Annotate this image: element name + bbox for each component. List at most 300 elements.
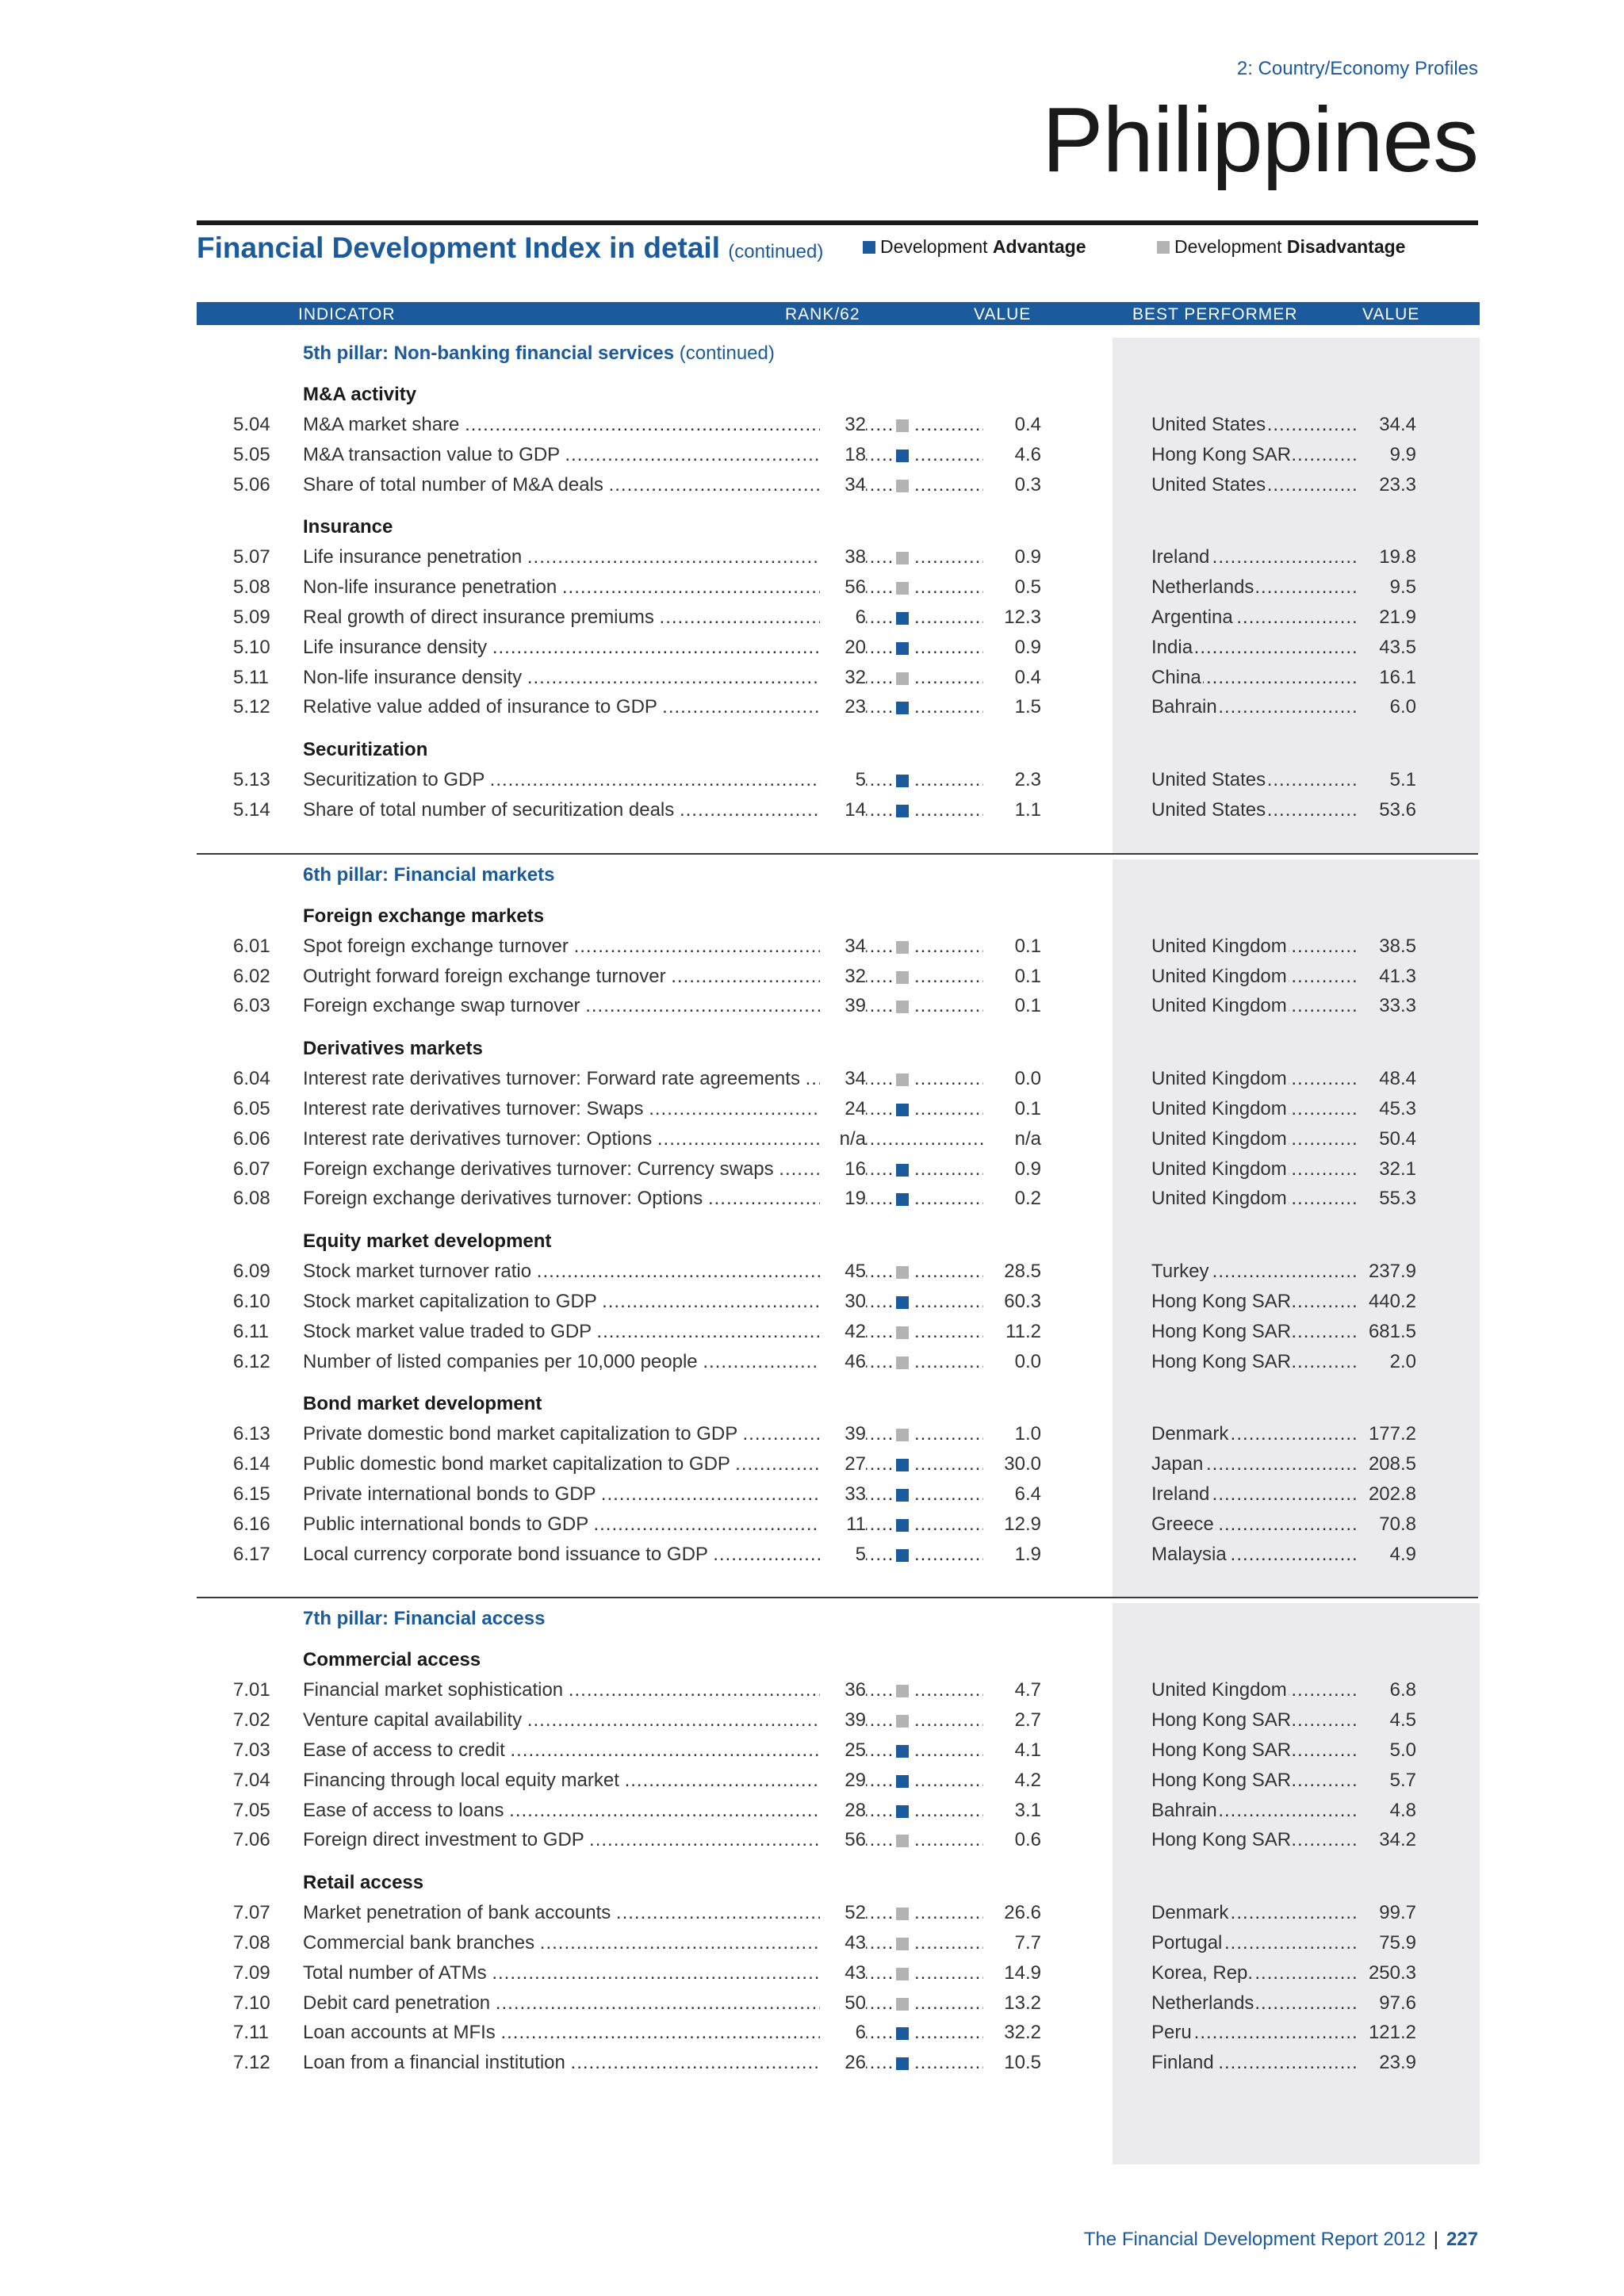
indicator-rank: 34: [820, 936, 866, 958]
table-header: [197, 302, 1480, 325]
leader-dots: [864, 1188, 894, 1210]
indicator-rank: 32: [820, 414, 866, 436]
indicator-rank: 38: [820, 546, 866, 568]
disadvantage-marker-icon: [896, 552, 909, 564]
best-performer-value: 681.5: [1358, 1321, 1416, 1343]
leader-dots: [864, 696, 894, 718]
indicator-value: 3.1: [983, 1800, 1041, 1822]
advantage-marker-icon: [896, 1805, 909, 1818]
disadvantage-marker-icon: [896, 1968, 909, 1980]
advantage-marker-icon: [896, 775, 909, 787]
indicator-code: 5.05: [233, 443, 270, 465]
best-performer-name: United Kingdom: [1151, 1127, 1287, 1150]
indicator-rank: 30: [820, 1291, 866, 1313]
indicator-rank: 24: [820, 1098, 866, 1120]
advantage-marker-icon: [896, 1519, 909, 1532]
best-performer-value: 9.9: [1358, 444, 1416, 466]
best-performer-name: India: [1151, 636, 1193, 658]
leader-dots: [864, 1098, 894, 1120]
indicator-value: 0.2: [983, 1188, 1041, 1210]
header-best-performer: BEST PERFORMER: [1132, 305, 1298, 323]
indicator-rank: 34: [820, 474, 866, 496]
indicator-rank: 5: [820, 769, 866, 791]
indicator-name: [303, 637, 863, 659]
indicator-row: [0, 1128, 1624, 1152]
best-performer-value: 19.8: [1358, 546, 1416, 568]
disadvantage-marker-icon: [896, 672, 909, 685]
indicator-name: [303, 474, 863, 496]
leader-dots: [864, 546, 894, 568]
header-best-value: VALUE: [1362, 305, 1420, 323]
best-performer-name: Korea, Rep.: [1151, 1961, 1254, 1984]
leader-dots: [864, 2022, 894, 2044]
advantage-marker-icon: [896, 2057, 909, 2070]
advantage-marker-icon: [896, 1104, 909, 1116]
indicator-code: 5.06: [233, 473, 270, 496]
indicator-rank: n/a: [820, 1128, 866, 1150]
indicator-row: [0, 546, 1624, 570]
pillar-divider: [197, 853, 1478, 855]
indicator-code: 5.07: [233, 546, 270, 568]
indicator-rank: 39: [820, 1423, 866, 1445]
indicator-name-text: Life insurance density: [303, 636, 488, 658]
best-performer-name: Turkey: [1151, 1261, 1209, 1283]
indicator-value: 0.0: [983, 1068, 1041, 1090]
indicator-rank: 56: [820, 576, 866, 599]
best-performer-name: Portugal: [1151, 1932, 1223, 1954]
best-performer-value: 23.3: [1358, 474, 1416, 496]
indicator-name-text: Share of total number of securitization deals: [303, 799, 675, 821]
indicator-value: 2.3: [983, 769, 1041, 791]
best-performer-value: 121.2: [1358, 2022, 1416, 2044]
indicator-code: 6.17: [233, 1543, 270, 1565]
indicator-value: 0.0: [983, 1351, 1041, 1373]
indicator-name: [303, 1902, 863, 1924]
indicator-name: [303, 1800, 863, 1822]
disadvantage-marker-icon: [896, 1266, 909, 1279]
indicator-rank: 11: [820, 1513, 866, 1536]
indicator-row: [0, 414, 1624, 438]
indicator-code: 6.11: [233, 1320, 269, 1342]
indicator-rank: 5: [820, 1544, 866, 1566]
indicator-rank: 25: [820, 1739, 866, 1762]
disadvantage-marker-icon: [896, 1908, 909, 1920]
indicator-rank: 29: [820, 1770, 866, 1792]
best-performer-value: 5.1: [1358, 769, 1416, 791]
indicator-code: 6.13: [233, 1423, 270, 1445]
leader-dots: [864, 1902, 894, 1924]
pillar-title: [303, 342, 775, 365]
indicator-code: 6.14: [233, 1453, 270, 1475]
leader-dots: [864, 637, 894, 659]
indicator-code: 7.11: [233, 2022, 269, 2044]
indicator-row: [0, 1992, 1624, 2016]
indicator-rank: 45: [820, 1261, 866, 1283]
indicator-rank: 46: [820, 1351, 866, 1373]
indicator-name-text: Stock market capitalization to GDP: [303, 1291, 597, 1312]
indicator-row: [0, 1932, 1624, 1956]
group-heading: Equity market development: [303, 1230, 552, 1253]
indicator-rank: 50: [820, 1992, 866, 2015]
indicator-name-text: Non-life insurance density: [303, 666, 523, 688]
best-performer-name: Hong Kong SAR: [1151, 1320, 1292, 1342]
indicator-value: 12.9: [983, 1513, 1041, 1536]
indicator-row: [0, 576, 1624, 600]
disadvantage-marker-icon: [896, 971, 909, 984]
indicator-name: [303, 1932, 863, 1954]
best-performer-name: Netherlands: [1151, 1992, 1254, 2014]
best-performer-name: Japan: [1151, 1453, 1204, 1475]
indicator-name-text: Financial market sophistication: [303, 1679, 564, 1701]
advantage-marker-icon: [896, 1745, 909, 1758]
disadvantage-marker-icon: [896, 1429, 909, 1441]
indicator-rank: 43: [820, 1962, 866, 1984]
indicator-row: [0, 1513, 1624, 1537]
indicator-row: [0, 2052, 1624, 2076]
leader-dots: [864, 1544, 894, 1566]
best-performer-value: 45.3: [1358, 1098, 1416, 1120]
best-performer-name: United Kingdom: [1151, 1068, 1287, 1090]
best-performer-name: Denmark: [1151, 1902, 1229, 1924]
indicator-value: 0.1: [983, 1098, 1041, 1120]
best-performer-value: 177.2: [1358, 1423, 1416, 1445]
advantage-marker-icon: [896, 450, 909, 462]
indicator-name: [303, 576, 863, 599]
indicator-row: [0, 637, 1624, 660]
best-performer-value: 34.4: [1358, 414, 1416, 436]
best-performer-name: Malaysia: [1151, 1543, 1227, 1565]
best-performer-name: United States: [1151, 414, 1266, 435]
leader-dots: [864, 1351, 894, 1373]
indicator-rank: 39: [820, 995, 866, 1017]
indicator-name: [303, 1679, 863, 1701]
indicator-row: [0, 1158, 1624, 1182]
leader-dots: [864, 414, 894, 436]
leader-dots: [864, 1321, 894, 1343]
footer-report-title: The Financial Development Report 2012: [1083, 2229, 1426, 2250]
pillar-title-text: 6th pillar: Financial markets: [303, 863, 555, 886]
leader-dots: [864, 966, 894, 988]
indicator-value: 14.9: [983, 1962, 1041, 1984]
best-performer-value: 208.5: [1358, 1453, 1416, 1475]
indicator-code: 7.01: [233, 1679, 270, 1701]
advantage-marker-icon: [896, 612, 909, 625]
indicator-name: [303, 1321, 863, 1343]
indicator-value: 12.3: [983, 607, 1041, 629]
indicator-code: 5.09: [233, 607, 270, 628]
header-value: VALUE: [974, 305, 1032, 323]
indicator-value: 0.9: [983, 1158, 1041, 1181]
best-performer-value: 32.1: [1358, 1158, 1416, 1181]
leader-dots: [864, 1158, 894, 1181]
indicator-value: 0.9: [983, 546, 1041, 568]
pillar-title: [303, 864, 554, 886]
indicator-name-text: Ease of access to loans: [303, 1799, 504, 1821]
indicator-name: [303, 1992, 863, 2015]
indicator-name-text: Local currency corporate bond issuance to GDP: [303, 1543, 708, 1565]
best-performer-value: 41.3: [1358, 966, 1416, 988]
indicator-rank: 42: [820, 1321, 866, 1343]
indicator-code: 7.09: [233, 1961, 270, 1984]
indicator-row: [0, 1962, 1624, 1986]
best-performer-value: 75.9: [1358, 1932, 1416, 1954]
best-performer-name: Hong Kong SAR: [1151, 1709, 1292, 1732]
indicator-rank: 34: [820, 1068, 866, 1090]
best-performer-name: Denmark: [1151, 1423, 1229, 1445]
indicator-value: 28.5: [983, 1261, 1041, 1283]
disadvantage-marker-icon: [896, 1685, 909, 1697]
indicator-value: 0.1: [983, 995, 1041, 1017]
best-performer-name: United Kingdom: [1151, 965, 1287, 987]
best-performer-value: 237.9: [1358, 1261, 1416, 1283]
indicator-value: 7.7: [983, 1932, 1041, 1954]
best-performer-value: 5.7: [1358, 1770, 1416, 1792]
indicator-name: [303, 1098, 863, 1120]
indicator-name: [303, 769, 863, 791]
indicator-name-text: Foreign exchange derivatives turnover: Currency swaps: [303, 1158, 774, 1180]
country-title: Philippines: [1041, 88, 1478, 191]
indicator-name-text: Stock market turnover ratio: [303, 1261, 532, 1283]
best-performer-name: United Kingdom: [1151, 1158, 1287, 1180]
best-performer-name: Netherlands: [1151, 576, 1254, 599]
leader-dots: [864, 1962, 894, 1984]
leader-dots: [864, 1291, 894, 1313]
advantage-marker-icon: [896, 1489, 909, 1502]
best-performer-name: Bahrain: [1151, 1799, 1217, 1821]
indicator-name-text: Public international bonds to GDP: [303, 1513, 588, 1535]
best-performer-value: 48.4: [1358, 1068, 1416, 1090]
best-performer-value: 202.8: [1358, 1483, 1416, 1506]
indicator-code: 6.02: [233, 965, 270, 987]
header-indicator: INDICATOR: [298, 305, 396, 323]
indicator-row: [0, 1679, 1624, 1703]
indicator-rank: 28: [820, 1800, 866, 1822]
pillar-divider: [197, 1597, 1478, 1598]
indicator-name-text: Non-life insurance penetration: [303, 576, 557, 599]
best-performer-name: Ireland: [1151, 1483, 1210, 1505]
best-performer-name: Peru: [1151, 2022, 1192, 2044]
best-performer-value: 9.5: [1358, 576, 1416, 599]
indicator-name: [303, 1709, 863, 1732]
indicator-value: 0.3: [983, 474, 1041, 496]
best-performer-name: Hong Kong SAR: [1151, 1829, 1292, 1851]
indicator-name: [303, 2022, 863, 2044]
group-heading: Commercial access: [303, 1649, 481, 1671]
indicator-name: [303, 1068, 863, 1090]
indicator-value: 4.6: [983, 444, 1041, 466]
indicator-row: [0, 1423, 1624, 1447]
indicator-row: [0, 1770, 1624, 1793]
indicator-name: [303, 1351, 863, 1373]
disadvantage-marker-icon: [896, 1938, 909, 1950]
indicator-name-text: Number of listed companies per 10,000 people: [303, 1350, 698, 1372]
indicator-rank: 6: [820, 2022, 866, 2044]
indicator-name: [303, 1128, 863, 1150]
best-performer-value: 16.1: [1358, 667, 1416, 689]
disadvantage-marker-icon: [896, 1715, 909, 1728]
pillar-title-text: 7th pillar: Financial access: [303, 1608, 546, 1630]
indicator-code: 7.08: [233, 1932, 270, 1954]
indicator-code: 5.08: [233, 576, 270, 599]
best-performer-value: 4.5: [1358, 1709, 1416, 1732]
group-heading: Foreign exchange markets: [303, 905, 545, 927]
indicator-rank: 20: [820, 637, 866, 659]
indicator-name-text: Real growth of direct insurance premiums: [303, 607, 654, 628]
indicator-name-text: Public domestic bond market capitalization to GDP: [303, 1453, 730, 1475]
indicator-code: 6.12: [233, 1350, 270, 1372]
best-performer-value: 70.8: [1358, 1513, 1416, 1536]
indicator-value: 4.7: [983, 1679, 1041, 1701]
indicator-value: 4.1: [983, 1739, 1041, 1762]
indicator-row: [0, 1261, 1624, 1284]
indicator-rank: 19: [820, 1188, 866, 1210]
leader-dots: [864, 995, 894, 1017]
disadvantage-marker-icon: [896, 1001, 909, 1013]
leader-dots: [864, 936, 894, 958]
indicator-row: [0, 667, 1624, 691]
leader-dots: [864, 1992, 894, 2015]
indicator-row: [0, 1709, 1624, 1733]
indicator-code: 7.04: [233, 1769, 270, 1791]
indicator-rank: 23: [820, 696, 866, 718]
best-performer-value: 53.6: [1358, 799, 1416, 821]
indicator-name: [303, 546, 863, 568]
best-performer-value: 6.8: [1358, 1679, 1416, 1701]
disadvantage-marker-icon: [896, 582, 909, 595]
indicator-name: [303, 1483, 863, 1506]
indicator-row: [0, 1739, 1624, 1763]
title-rule: [197, 220, 1478, 225]
indicator-rank: 26: [820, 2052, 866, 2074]
advantage-marker-icon: [896, 2027, 909, 2040]
indicator-row: [0, 995, 1624, 1019]
advantage-marker-icon: [896, 1164, 909, 1177]
leader-dots: [864, 1483, 894, 1506]
index-title-continued: (continued): [728, 241, 824, 262]
indicator-name: [303, 1453, 863, 1475]
indicator-rank: 16: [820, 1158, 866, 1181]
indicator-name-text: Total number of ATMs: [303, 1961, 487, 1984]
advantage-swatch-icon: [863, 241, 875, 254]
legend-disadvantage-word: Disadvantage: [1286, 236, 1406, 257]
indicator-name: [303, 995, 863, 1017]
indicator-name: [303, 1770, 863, 1792]
indicator-value: 1.1: [983, 799, 1041, 821]
indicator-value: 0.4: [983, 667, 1041, 689]
best-performer-name: United States: [1151, 769, 1266, 791]
indicator-name: [303, 1291, 863, 1313]
best-performer-value: 50.4: [1358, 1128, 1416, 1150]
section-reference: 2: Country/Economy Profiles: [1236, 58, 1478, 79]
indicator-code: 7.05: [233, 1799, 270, 1821]
leader-dots: [864, 576, 894, 599]
indicator-rank: 52: [820, 1902, 866, 1924]
indicator-name-text: Foreign exchange derivatives turnover: Options: [303, 1188, 703, 1210]
indicator-value: 10.5: [983, 2052, 1041, 2074]
indicator-rank: 36: [820, 1679, 866, 1701]
best-performer-name: United States: [1151, 799, 1266, 821]
indicator-code: 7.12: [233, 2052, 270, 2074]
disadvantage-marker-icon: [896, 1998, 909, 2011]
indicator-name: [303, 1188, 863, 1210]
best-performer-value: 43.5: [1358, 637, 1416, 659]
indicator-value: 0.1: [983, 936, 1041, 958]
indicator-code: 6.03: [233, 995, 270, 1017]
best-performer-name: United Kingdom: [1151, 1188, 1287, 1210]
advantage-marker-icon: [896, 1459, 909, 1471]
leader-dots: [864, 1709, 894, 1732]
indicator-rank: 27: [820, 1453, 866, 1475]
indicator-name: [303, 696, 863, 718]
group-heading: Retail access: [303, 1872, 424, 1894]
indicator-name-text: Spot foreign exchange turnover: [303, 935, 569, 957]
indicator-name-text: Foreign direct investment to GDP: [303, 1829, 584, 1851]
leader-dots: [864, 667, 894, 689]
indicator-code: 6.06: [233, 1127, 270, 1150]
best-performer-value: 33.3: [1358, 995, 1416, 1017]
indicator-name: [303, 1962, 863, 1984]
indicator-rank: 56: [820, 1829, 866, 1851]
indicator-value: 0.5: [983, 576, 1041, 599]
best-performer-value: 23.9: [1358, 2052, 1416, 2074]
indicator-code: 5.04: [233, 414, 270, 435]
indicator-name-text: M&A transaction value to GDP: [303, 443, 560, 465]
legend-advantage: [863, 236, 1086, 258]
best-performer-name: Argentina: [1151, 607, 1233, 628]
best-performer-name: Hong Kong SAR: [1151, 1769, 1292, 1791]
indicator-name: [303, 414, 863, 436]
indicator-name-text: Interest rate derivatives turnover: Swaps: [303, 1098, 644, 1119]
best-performer-name: Ireland: [1151, 546, 1210, 568]
indicator-code: 6.16: [233, 1513, 270, 1535]
indicator-code: 6.10: [233, 1291, 270, 1312]
legend-advantage-word: Advantage: [992, 236, 1086, 257]
best-performer-value: 250.3: [1358, 1962, 1416, 1984]
best-performer-value: 99.7: [1358, 1902, 1416, 1924]
indicator-name-text: Loan accounts at MFIs: [303, 2022, 496, 2044]
indicator-name: [303, 1423, 863, 1445]
indicator-code: 7.03: [233, 1739, 270, 1761]
indicator-code: 5.14: [233, 799, 270, 821]
indicator-row: [0, 1453, 1624, 1477]
best-performer-name: Greece: [1151, 1513, 1214, 1535]
indicator-name: [303, 1739, 863, 1762]
indicator-value: 32.2: [983, 2022, 1041, 2044]
indicator-name: [303, 1158, 863, 1181]
indicator-row: [0, 1098, 1624, 1122]
indicator-row: [0, 696, 1624, 720]
indicator-name: [303, 966, 863, 988]
best-performer-name: United Kingdom: [1151, 1098, 1287, 1119]
best-performer-value: 38.5: [1358, 936, 1416, 958]
disadvantage-marker-icon: [896, 480, 909, 492]
indicator-name-text: Relative value added of insurance to GDP: [303, 696, 657, 718]
indicator-code: 5.10: [233, 636, 270, 658]
leader-dots: [864, 1513, 894, 1536]
indicator-row: [0, 1829, 1624, 1853]
advantage-marker-icon: [896, 1549, 909, 1562]
leader-dots: [864, 769, 894, 791]
indicator-row: [0, 966, 1624, 989]
indicator-code: 5.11: [233, 666, 269, 688]
indicator-name-text: Interest rate derivatives turnover: Options: [303, 1127, 653, 1150]
indicator-value: 6.4: [983, 1483, 1041, 1506]
leader-dots: [864, 1739, 894, 1762]
leader-dots: [864, 444, 894, 466]
indicator-rank: 32: [820, 966, 866, 988]
indicator-rank: 33: [820, 1483, 866, 1506]
disadvantage-marker-icon: [896, 419, 909, 432]
